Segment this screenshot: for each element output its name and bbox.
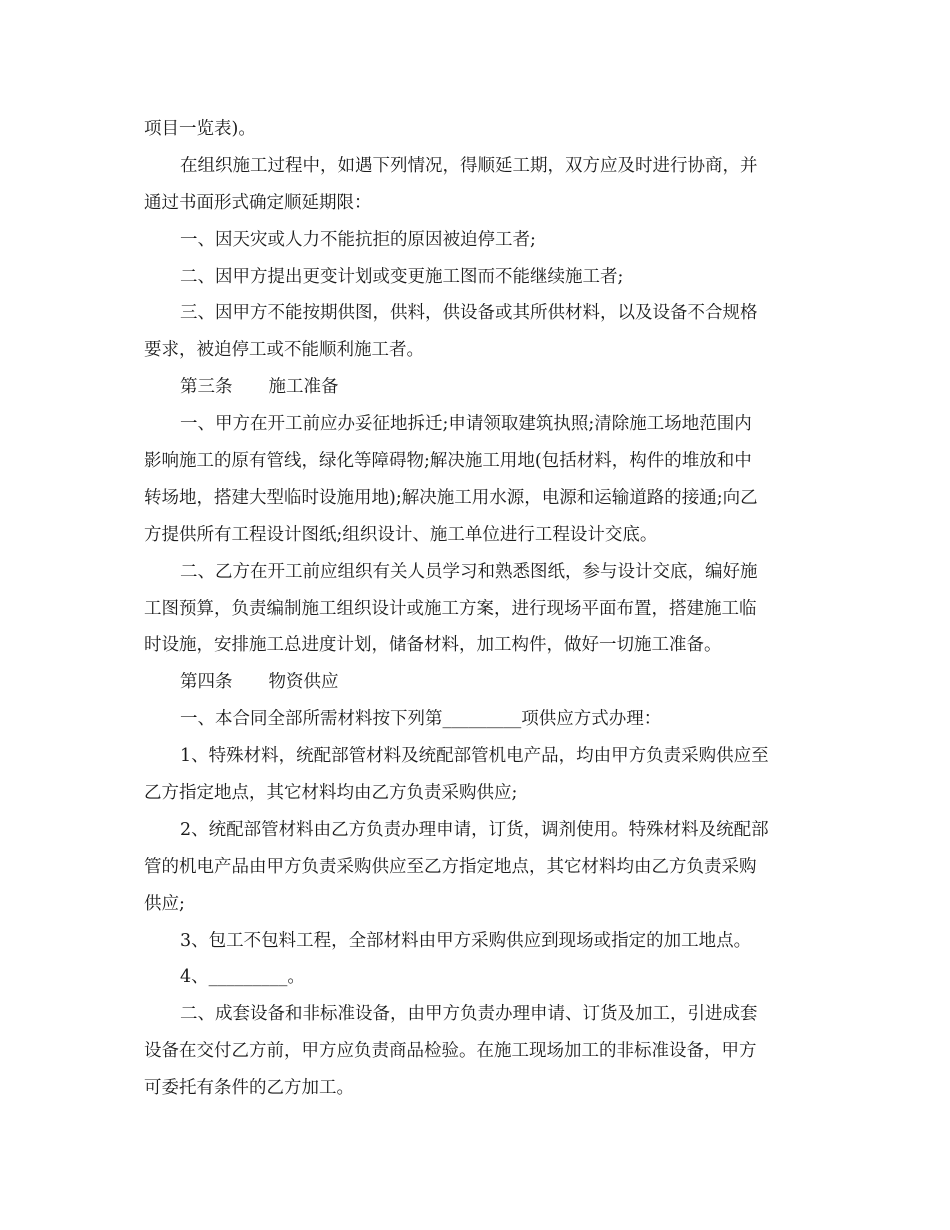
- text-line: 二、成套设备和非标准设备，由甲方负责办理申请、订货及加工，引进成套: [180, 1004, 758, 1025]
- paragraph: [144, 738, 808, 812]
- section-number: 第四条: [180, 672, 233, 693]
- text-line: 供应;: [144, 893, 185, 914]
- text-line: 1、特殊材料，统配部管材料及统配部管机电产品，均由甲方负责采购供应至: [180, 746, 769, 767]
- text-line: 项目一览表)。: [144, 119, 256, 139]
- text-line: 一、甲方在开工前应办妥征地拆迁;申请领取建筑执照;清除施工场地范围内: [180, 414, 752, 435]
- text-line: 在组织施工过程中，如遇下列情况，得顺延工期，双方应及时进行协商，并: [180, 155, 758, 176]
- text-line: 方提供所有工程设计图纸;组织设计、施工单位进行工程设计交底。: [144, 524, 658, 545]
- text-line: 三、因甲方不能按期供图，供料，供设备或其所供材料，以及设备不合规格: [180, 303, 758, 324]
- text-line: 管的机电产品由甲方负责采购供应至乙方指定地点，其它材料均由乙方负责采购: [144, 856, 757, 877]
- text-line: 影响施工的原有管线，绿化等障碍物;解决施工用地(包括材料，构件的堆放和中: [144, 451, 752, 472]
- text-line: 时设施，安排施工总进度计划，储备材料，加工构件，做好一切施工准备。: [144, 635, 722, 656]
- paragraph: [144, 554, 808, 665]
- section-number: 第三条: [180, 377, 233, 398]
- text-line: 2、统配部管材料由乙方负责办理申请，订货，调剂使用。特殊材料及统配部: [180, 819, 769, 840]
- paragraph: [144, 959, 808, 996]
- paragraph: [144, 701, 808, 738]
- text-line: 要求，被迫停工或不能顺利施工者。: [144, 340, 424, 361]
- text-line: 乙方指定地点，其它材料均由乙方负责采购供应;: [144, 783, 518, 804]
- text-line: 通过书面形式确定顺延期限：: [144, 192, 372, 213]
- text-line: 一、因天灾或人力不能抗拒的原因被迫停工者;: [180, 229, 536, 250]
- text-line: 可委托有条件的乙方加工。: [144, 1078, 354, 1099]
- paragraph: [144, 996, 808, 1107]
- section-title: 物资供应: [268, 672, 339, 693]
- section-title: 施工准备: [268, 377, 339, 398]
- paragraph: [144, 148, 808, 222]
- paragraph: [144, 406, 808, 554]
- paragraph: [144, 222, 808, 259]
- text-line: 二、因甲方提出更变计划或变更施工图而不能继续施工者;: [180, 266, 624, 287]
- text-line: 4、_________。: [180, 967, 305, 988]
- paragraph: [144, 259, 808, 296]
- text-line: 设备在交付乙方前，甲方应负责商品检验。在施工现场加工的非标准设备，甲方: [144, 1041, 757, 1062]
- section-heading: [144, 664, 808, 701]
- text-line: 二、乙方在开工前应组织有关人员学习和熟悉图纸，参与设计交底，编好施: [180, 561, 758, 582]
- paragraph: [144, 923, 808, 960]
- text-line: 工图预算，负责编制施工组织设计或施工方案，进行现场平面布置，搭建施工临: [144, 598, 757, 619]
- paragraph: [144, 812, 808, 923]
- text-line: 3、包工不包料工程，全部材料由甲方采购供应到现场或指定的加工地点。: [180, 930, 752, 951]
- section-heading: [144, 369, 808, 406]
- paragraph: [144, 295, 808, 369]
- paragraph: [144, 111, 808, 148]
- document-body: [144, 111, 808, 1107]
- text-line: 转场地，搭建大型临时设施用地);解决施工用水源，电源和运输道路的接通;向乙: [144, 487, 758, 508]
- text-line: 一、本合同全部所需材料按下列第_________项供应方式办理：: [180, 709, 662, 730]
